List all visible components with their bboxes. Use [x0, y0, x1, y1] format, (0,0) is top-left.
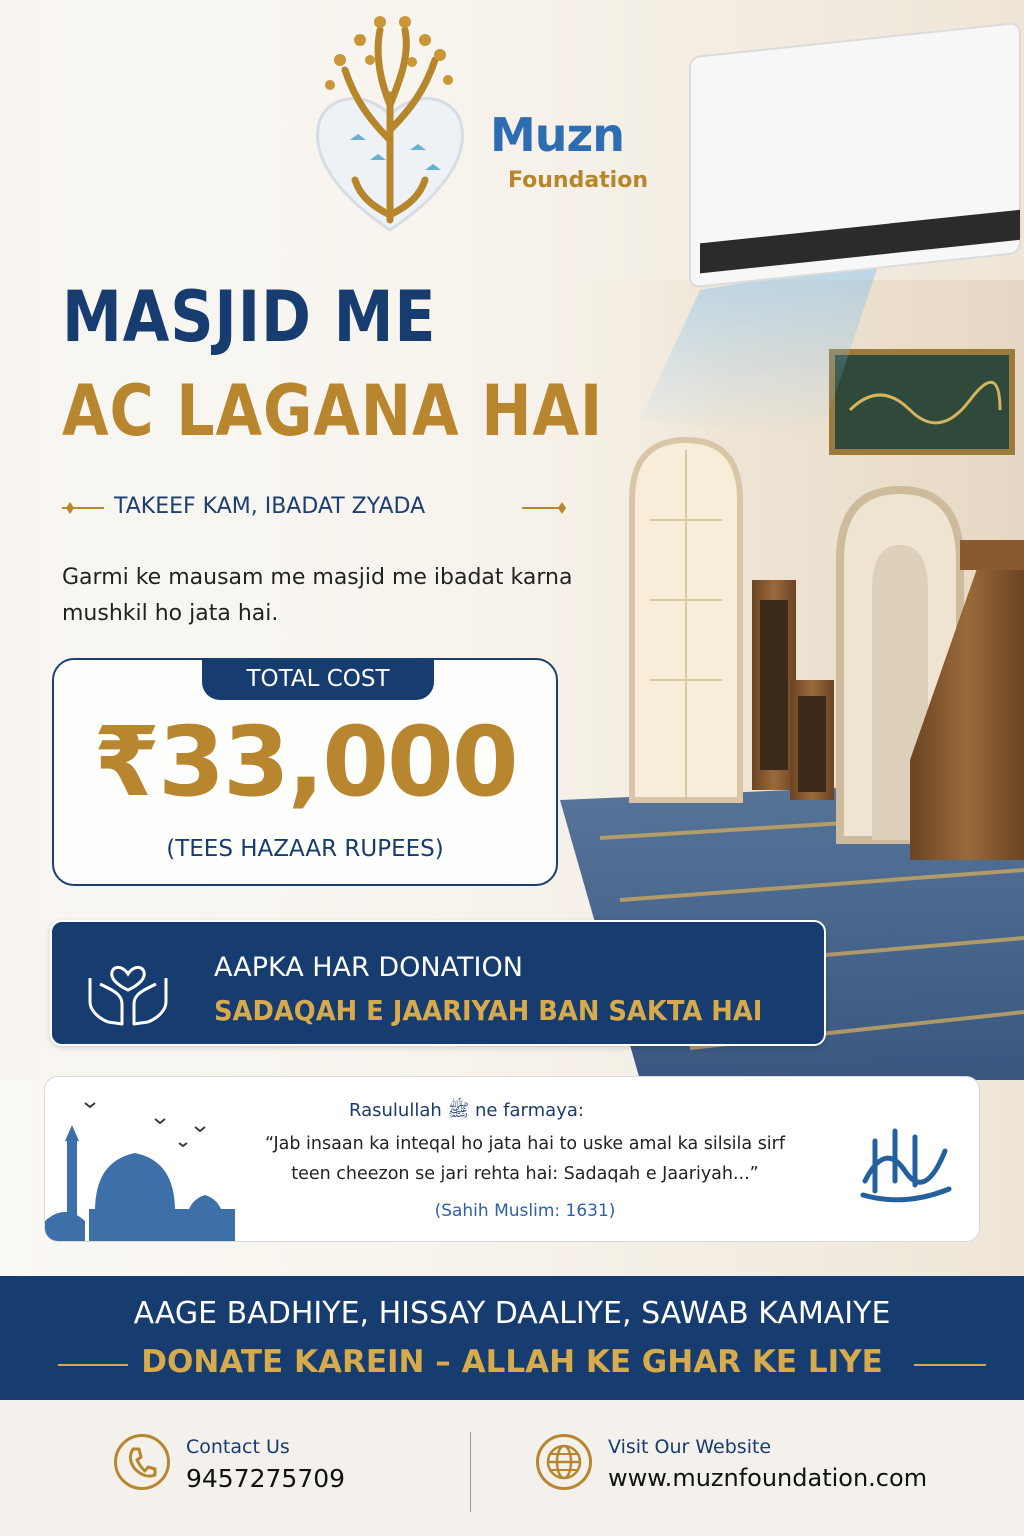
- donation-banner: [50, 920, 826, 1046]
- ornament-right-icon: [518, 488, 574, 528]
- contact-label: Contact Us: [186, 1436, 290, 1458]
- globe-icon: [536, 1434, 592, 1490]
- cta-rule-right: [914, 1364, 986, 1366]
- intro-text: Garmi ke mausam me masjid me ibadat karna mushkil ho jata hai.: [62, 565, 573, 626]
- total-cost-amount: ₹33,000: [93, 706, 517, 818]
- headline-line-1: MASJID ME: [62, 276, 437, 358]
- hadith-intro: Rasulullah ﷺ ne farmaya:: [349, 1100, 584, 1121]
- donation-line-2: SADAQAH E JAARIYAH BAN SAKTA HAI: [214, 994, 763, 1027]
- hadith-reference: (Sahih Muslim: 1631): [434, 1201, 616, 1221]
- tagline: TAKEEF KAM, IBADAT ZYADA: [114, 494, 426, 519]
- phone-icon: [114, 1434, 170, 1490]
- footer: [0, 1400, 1024, 1536]
- cta-line-2: DONATE KAREIN – ALLAH KE GHAR KE LIYE: [141, 1344, 883, 1380]
- brand-name: Muzn: [490, 108, 625, 162]
- total-cost-label: TOTAL COST: [202, 658, 434, 700]
- cta-line-1: AAGE BADHIYE, HISSAY DAALIYE, SAWAB KAMAIYE: [133, 1296, 891, 1331]
- headline-line-2: AC LAGANA HAI: [62, 370, 604, 452]
- hadith-quote: “Jab insaan ka inteqal ho jata hai to uske amal ka silsila sirf teen cheezon se jari rehta hai: Sadaqah e Jaariyah...”: [264, 1134, 786, 1184]
- contact-phone-link[interactable]: 9457275709: [186, 1464, 346, 1493]
- website-link[interactable]: www.muznfoundation.com: [608, 1464, 928, 1492]
- hadith-card: [44, 1076, 980, 1242]
- calligraphy-emblem-icon: [845, 1111, 965, 1211]
- website-label: Visit Our Website: [608, 1436, 772, 1458]
- ornament-left-icon: [56, 488, 108, 528]
- total-cost-card: [52, 658, 558, 886]
- mosque-silhouette-icon: [45, 1091, 235, 1242]
- total-cost-words: (TEES HAZAAR RUPEES): [166, 836, 444, 862]
- brand-subtitle: Foundation: [508, 168, 649, 193]
- hands-heart-icon: [82, 944, 174, 1028]
- donation-line-1: AAPKA HAR DONATION: [214, 952, 523, 983]
- cta-band: [0, 1276, 1024, 1400]
- footer-divider: [470, 1432, 471, 1512]
- tagline-row: [56, 488, 576, 528]
